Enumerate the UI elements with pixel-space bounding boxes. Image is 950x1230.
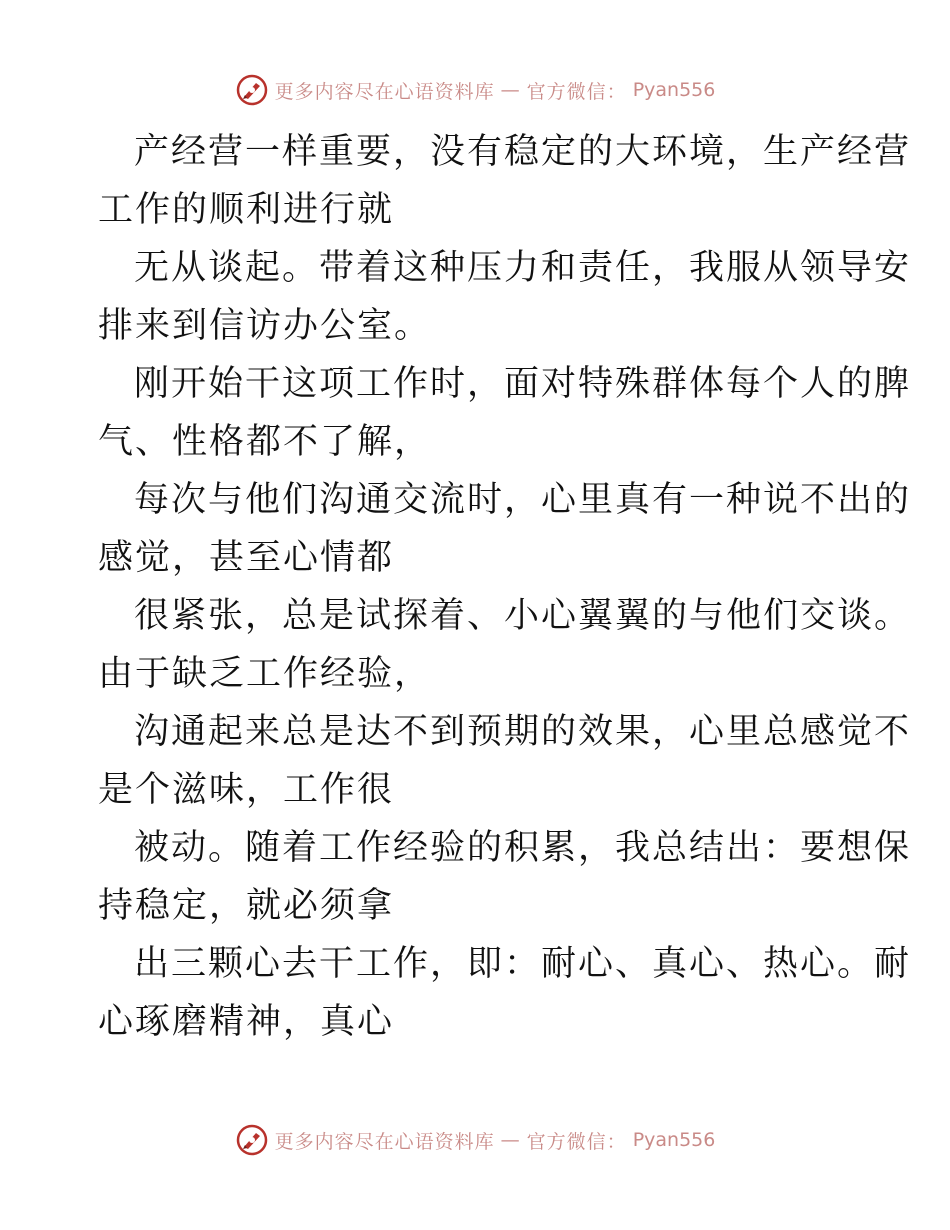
paragraph-line: 是个滋味，工作很 [98,770,395,810]
paragraph-line: 出三颗心去干工作，即：耐心、真心、热心。耐 [134,944,912,984]
paragraph [98,819,912,935]
paragraph-line: 刚开始干这项工作时，面对特殊群体每个人的脾 [134,364,912,404]
paragraph-line: 持稳定，就必须拿 [98,886,395,926]
paragraph [98,355,912,471]
paragraph [98,587,912,703]
header-banner [0,70,950,110]
paragraph [98,935,912,1051]
footer-banner [0,1120,950,1160]
paragraph-line: 感觉，甚至心情都 [98,538,395,578]
banner-separator: — [500,79,521,101]
banner-site-text: 更多内容尽在心语资料库 [274,80,495,103]
logo-icon [235,1123,269,1157]
banner-wechat-label: 官方微信： [526,1130,627,1153]
paragraph-line: 每次与他们沟通交流时，心里真有一种说不出的 [134,480,912,520]
paragraph-line: 工作的顺利进行就 [98,190,395,230]
paragraph-line: 产经营一样重要，没有稳定的大环境，生产经营 [134,132,912,172]
document-body [98,123,912,1051]
paragraph [98,703,912,819]
banner-site-text: 更多内容尽在心语资料库 [274,1130,495,1153]
banner-wechat-label: 官方微信： [526,80,627,103]
paragraph [98,123,912,239]
paragraph-line: 沟通起来总是达不到预期的效果，心里总感觉不 [134,712,912,752]
paragraph-line: 无从谈起。带着这种压力和责任，我服从领导安 [134,248,912,288]
paragraph-line: 由于缺乏工作经验， [98,654,432,694]
paragraph-line: 被动。随着工作经验的积累，我总结出：要想保 [134,828,912,868]
paragraph-line: 很紧张，总是试探着、小心翼翼的与他们交谈。 [134,596,912,636]
paragraph [98,471,912,587]
paragraph-line: 气、性格都不了解， [98,422,432,462]
paragraph [98,239,912,355]
banner-separator: — [500,1129,521,1151]
banner-wechat-id: Pyan556 [632,79,716,101]
banner-wechat-id: Pyan556 [632,1129,716,1151]
logo-icon [235,73,269,107]
paragraph-line: 排来到信访办公室。 [98,306,432,346]
paragraph-line: 心琢磨精神，真心 [98,1002,395,1042]
